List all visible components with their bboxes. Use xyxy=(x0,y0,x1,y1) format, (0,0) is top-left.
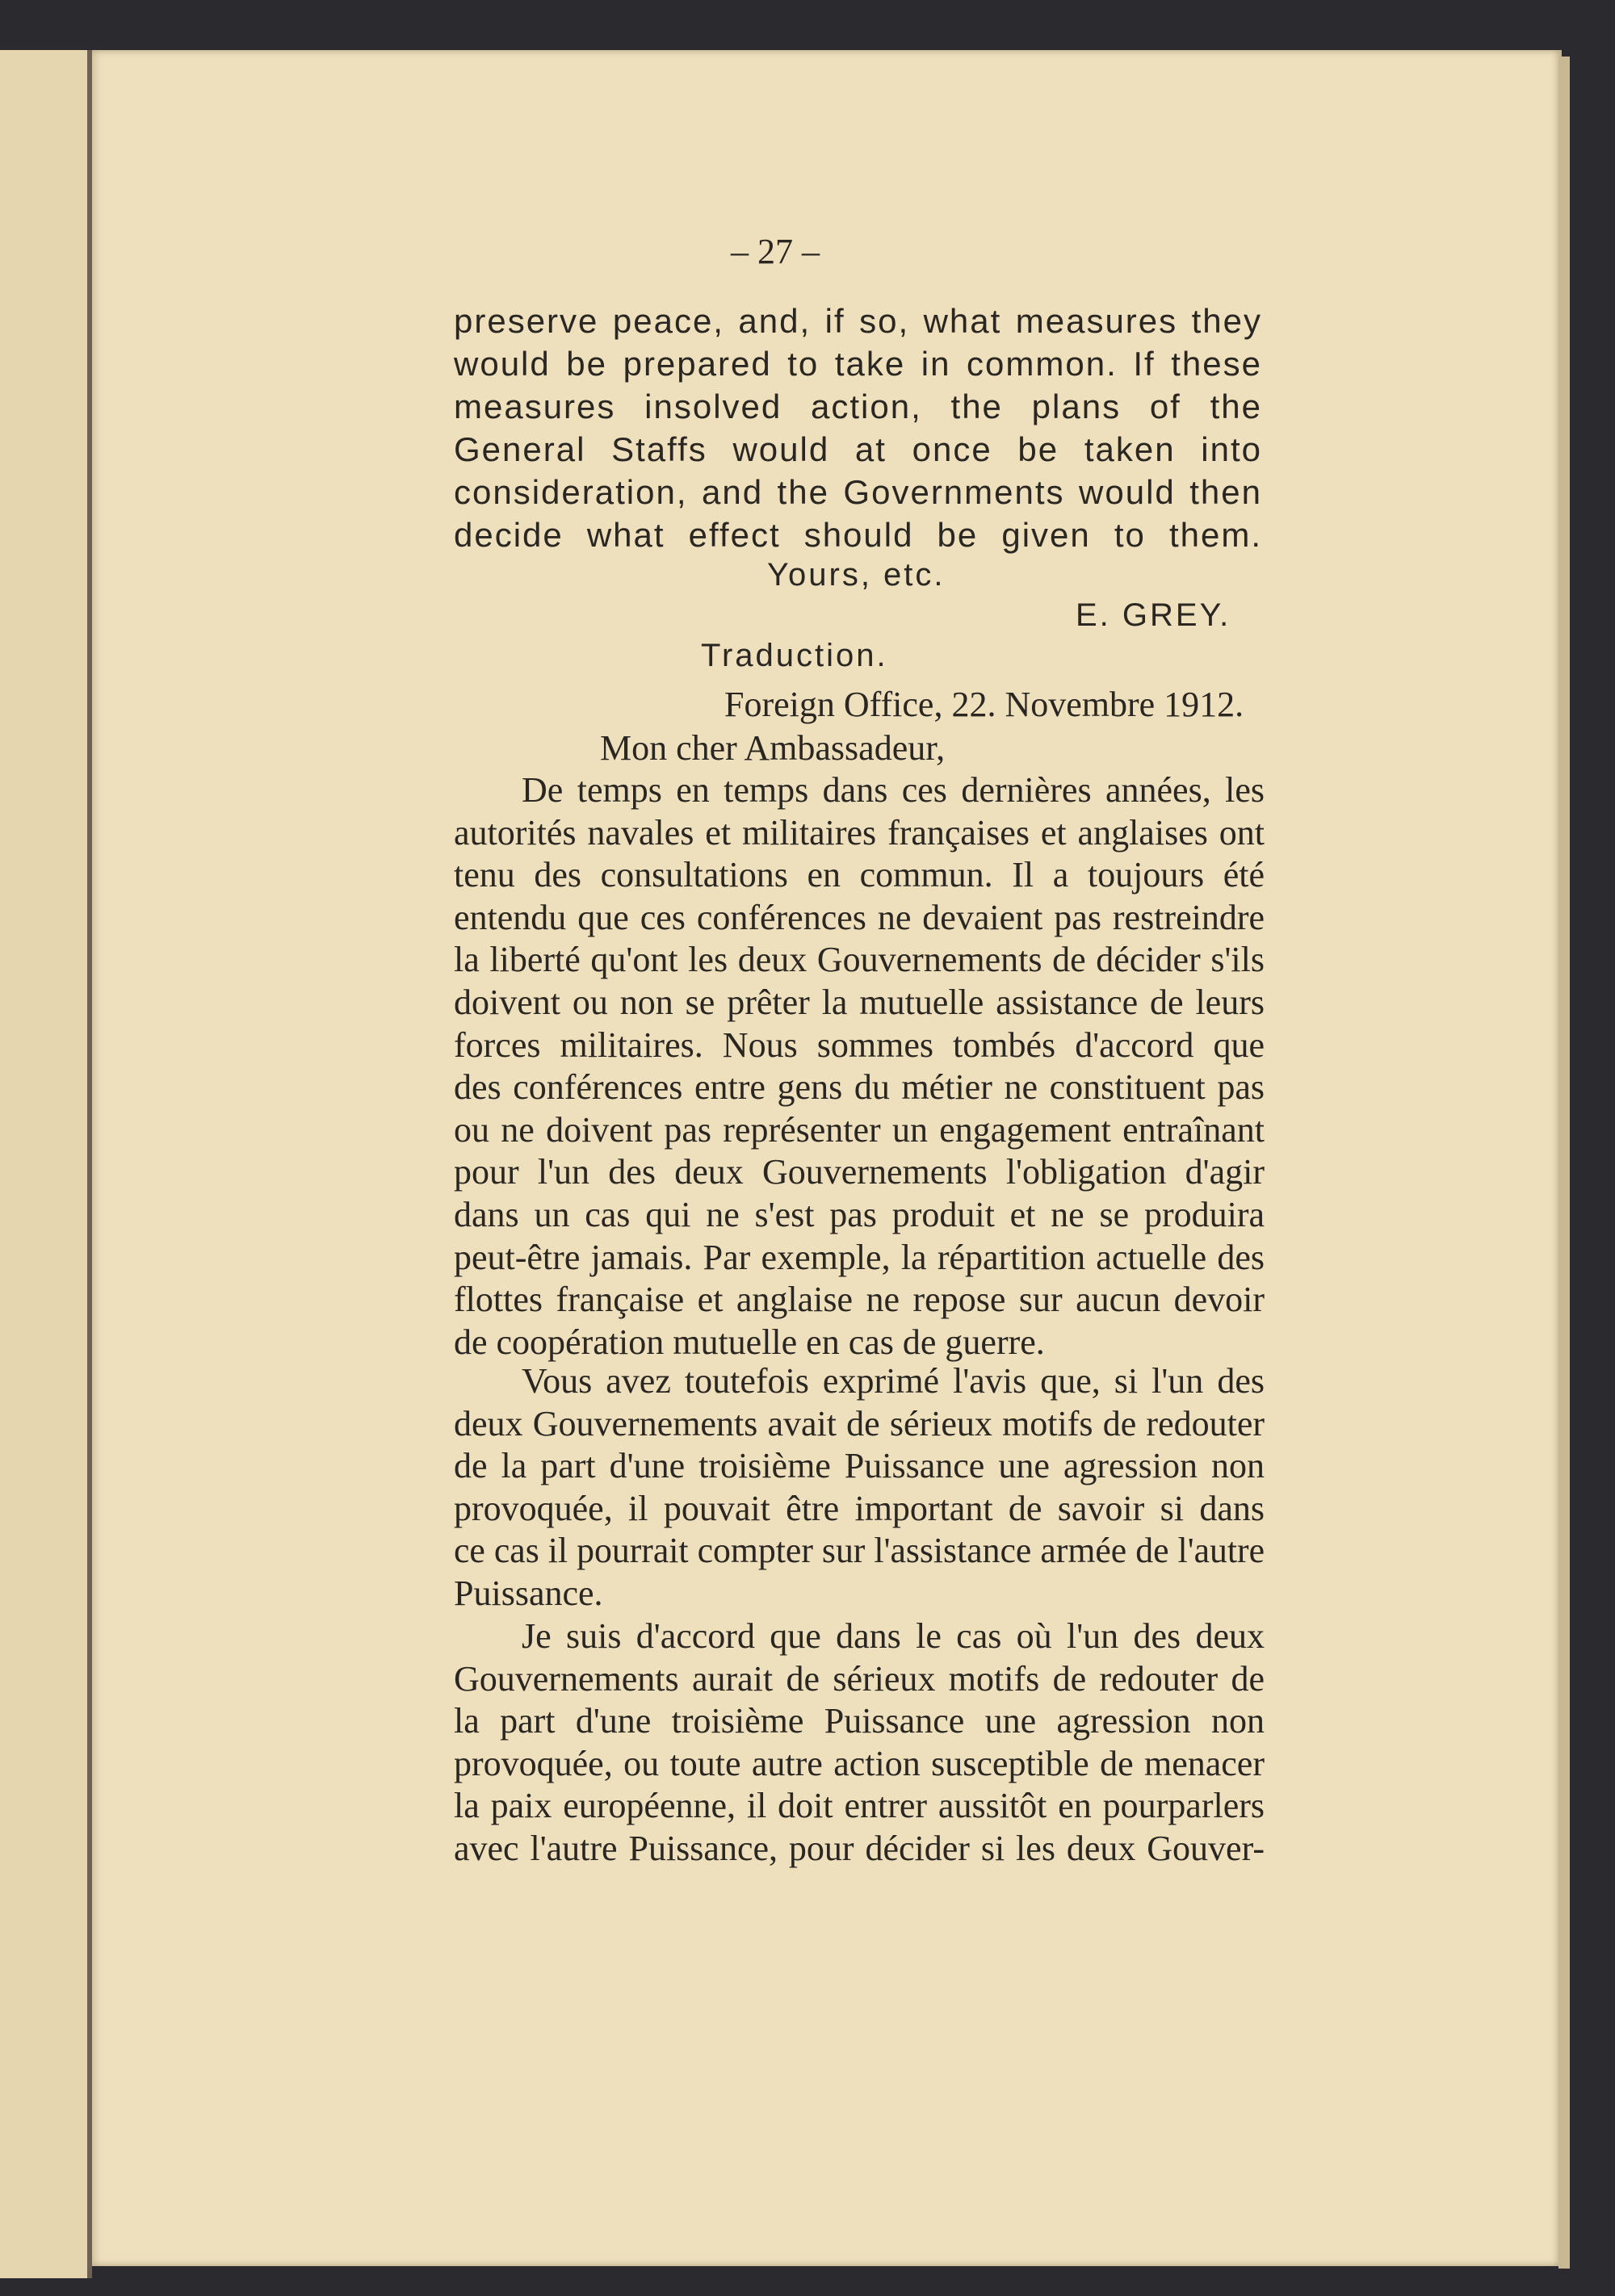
text-line: consideration, and the Governments would then xyxy=(454,473,1262,511)
english-letter-text xyxy=(454,300,1262,556)
text-line: pour l'un des deux Gouvernements l'obligation d'agir xyxy=(454,1152,1265,1192)
salutation: Mon cher Ambassadeur, xyxy=(600,728,946,768)
text-line: des conférences entre gens du métier ne constituent pas xyxy=(454,1067,1265,1108)
page-number: – 27 – xyxy=(731,232,820,271)
closing: Yours, etc. xyxy=(767,557,946,593)
paragraph-1 xyxy=(454,769,1265,1364)
text-line: would be prepared to take in common. If these xyxy=(454,345,1262,383)
text-line: de coopération mutuelle en cas de guerre. xyxy=(454,1322,1045,1362)
text-line: avec l'autre Puissance, pour décider si les deux Gouver- xyxy=(454,1828,1265,1868)
signature: E. GREY. xyxy=(1076,597,1231,633)
paragraph-2 xyxy=(454,1360,1269,1615)
text-line: measures insolved action, the plans of the xyxy=(454,388,1262,425)
text-line: tenu des consultations en commun. Il a toujours été xyxy=(454,855,1265,895)
text-line: Gouvernements aurait de sérieux motifs de redouter de xyxy=(454,1658,1265,1699)
text-line: peut-être jamais. Par exemple, la répartition actuelle des xyxy=(454,1237,1265,1277)
text-line: flottes française et anglaise ne repose sur aucun devoir xyxy=(454,1280,1265,1320)
translation-heading: Traduction. xyxy=(701,638,888,673)
page-edge xyxy=(1558,57,1570,2269)
text-line: ou ne doivent pas représenter un engagement entraînant xyxy=(454,1109,1265,1150)
text-line: De temps en temps dans ces dernières années, les xyxy=(522,770,1265,810)
text-line: dans un cas qui ne s'est pas produit et ne se produira xyxy=(454,1194,1265,1234)
facing-page-edge xyxy=(0,50,90,2278)
text-line: ce cas il pourrait compter sur l'assistance armée de l'autre xyxy=(454,1531,1265,1571)
text-line: General Staffs would at once be taken into xyxy=(454,430,1262,468)
text-line: la part d'une troisième Puissance une agression non xyxy=(454,1701,1265,1741)
text-line: la paix européenne, il doit entrer aussitôt en pourparlers xyxy=(454,1786,1265,1826)
text-line: preserve peace, and, if so, what measures they xyxy=(454,302,1262,340)
text-line: entendu que ces conférences ne devaient pas restreindre xyxy=(454,897,1265,937)
text-line: provoquée, il pouvait être important de savoir si dans xyxy=(454,1488,1265,1528)
paragraph-3 xyxy=(454,1615,1265,1871)
text-line: provoquée, ou toute autre action susceptible de menacer xyxy=(454,1743,1265,1783)
text-line: deux Gouvernements avait de sérieux motifs de redouter xyxy=(454,1403,1265,1443)
text-line: Je suis d'accord que dans le cas où l'un des deux xyxy=(522,1616,1265,1656)
text-line: Puissance. xyxy=(454,1573,603,1613)
text-line: Vous avez toutefois exprimé l'avis que, si l'un des xyxy=(522,1361,1265,1401)
dateline: Foreign Office, 22. Novembre 1912. xyxy=(724,685,1244,724)
text-line: decide what effect should be given to them. xyxy=(454,516,1262,554)
text-line: doivent ou non se prêter la mutuelle assistance de leurs xyxy=(454,982,1265,1022)
text-line: de la part d'une troisième Puissance une agression non xyxy=(454,1446,1265,1486)
text-line: la liberté qu'ont les deux Gouvernements de décider s'ils xyxy=(454,940,1265,980)
text-line: autorités navales et militaires françaises et anglaises ont xyxy=(454,812,1265,853)
text-line: forces militaires. Nous sommes tombés d'accord que xyxy=(454,1024,1265,1065)
